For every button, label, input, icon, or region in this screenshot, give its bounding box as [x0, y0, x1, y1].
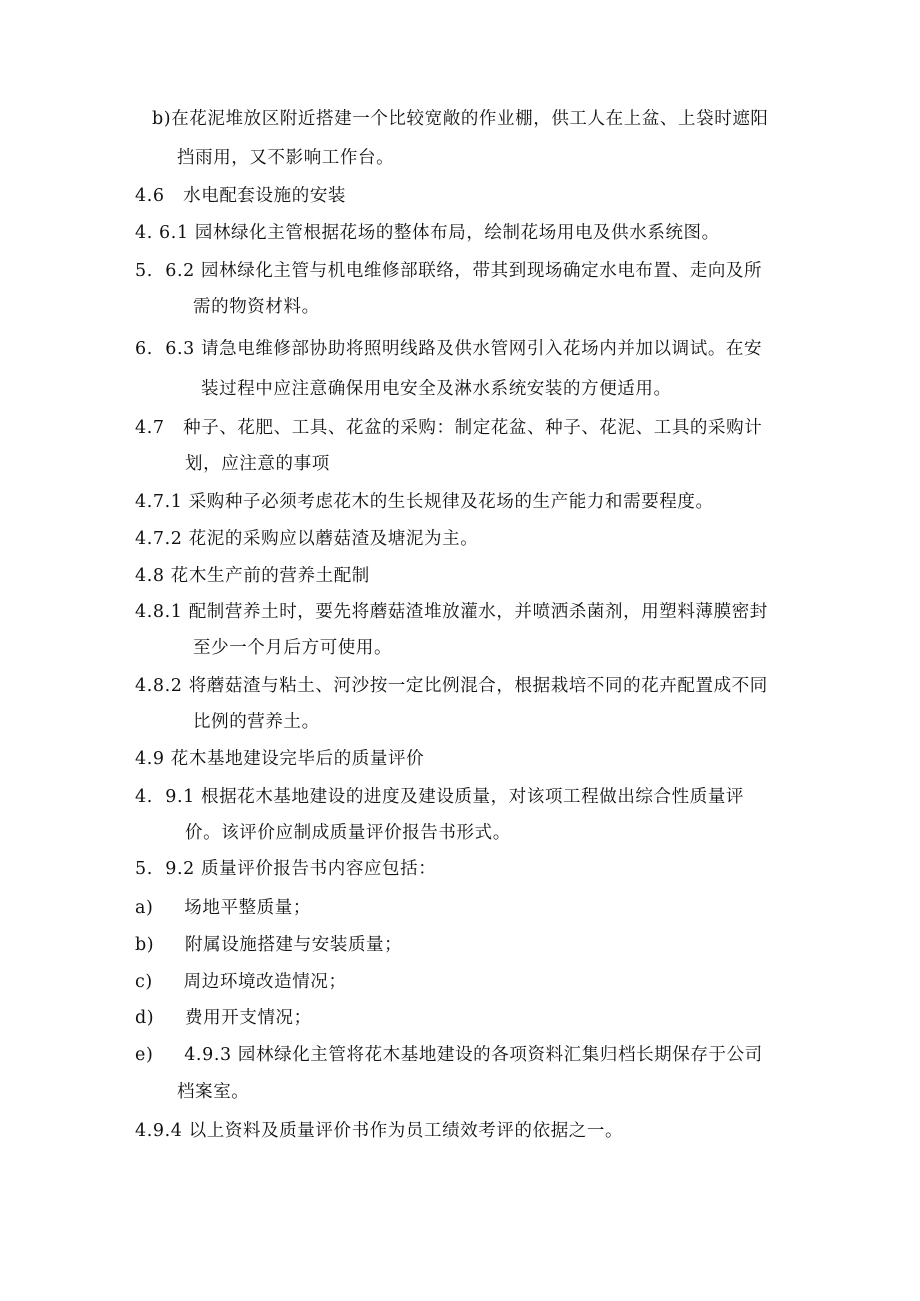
text-line: b)在花泥堆放区附近搭建一个比较宽敞的作业棚，供工人在上盆、上袋时遮阳: [152, 109, 769, 129]
text-line: 比例的营养土。: [193, 712, 320, 732]
text-line: 6. 6.3 请急电维修部协助将照明线路及供水管网引入花场内并加以调试。在安: [135, 339, 763, 359]
text-line: 5. 9.2 质量评价报告书内容应包括：: [135, 859, 437, 879]
text-line: 4.7.1 采购种子必须考虑花木的生长规律及花场的生产能力和需要程度。: [135, 492, 714, 512]
text-line: 5. 6.2 园林绿化主管与机电维修部联络，带其到现场确定水电布置、走向及所: [135, 261, 763, 281]
list-item: a) 场地平整质量；: [135, 898, 311, 918]
text-line: 需的物资材料。: [193, 297, 320, 317]
text-line: 装过程中应注意确保用电安全及淋水系统安装的方便适用。: [201, 379, 672, 399]
text-line: 价。该评价应制成质量评价报告书形式。: [185, 823, 511, 843]
text-line: 4. 6.1 园林绿化主管根据花场的整体布局，绘制花场用电及供水系统图。: [135, 223, 720, 243]
section-heading: 4.6 水电配套设施的安装: [135, 186, 347, 206]
text-line: 挡雨用，又不影响工作台。: [177, 148, 395, 168]
section-heading: 4.8 花木生产前的营养土配制: [135, 566, 370, 586]
list-item: d) 费用开支情况；: [135, 1008, 312, 1028]
text-line: 4.8.2 将蘑菇渣与粘土、河沙按一定比例混合，根据栽培不同的花卉配置成不同: [135, 676, 768, 696]
list-item: b) 附属设施搭建与安装质量；: [135, 935, 403, 955]
section-heading: 4.9 花木基地建设完毕后的质量评价: [135, 749, 425, 769]
text-line: 划，应注意的事项: [185, 454, 330, 474]
text-line: 至少一个月后方可使用。: [193, 638, 393, 658]
text-line: 4.9.4 以上资料及质量评价书作为员工绩效考评的依据之一。: [135, 1121, 624, 1141]
list-item: c) 周边环境改造情况；: [135, 972, 347, 992]
text-line: 档案室。: [177, 1082, 250, 1102]
text-line: 4.8.1 配制营养土时，要先将蘑菇渣堆放灌水，并喷洒杀菌剂，用塑料薄膜密封: [135, 602, 768, 622]
list-item: e) 4.9.3 园林绿化主管将花木基地建设的各项资料汇集归档长期保存于公司: [135, 1045, 763, 1065]
text-line: 4.7.2 花泥的采购应以蘑菇渣及塘泥为主。: [135, 529, 479, 549]
text-line: 4. 9.1 根据花木基地建设的进度及建设质量，对该项工程做出综合性质量评: [135, 787, 745, 807]
section-heading: 4.7 种子、花肥、工具、花盆的采购：制定花盆、种子、花泥、工具的采购计: [135, 418, 763, 438]
